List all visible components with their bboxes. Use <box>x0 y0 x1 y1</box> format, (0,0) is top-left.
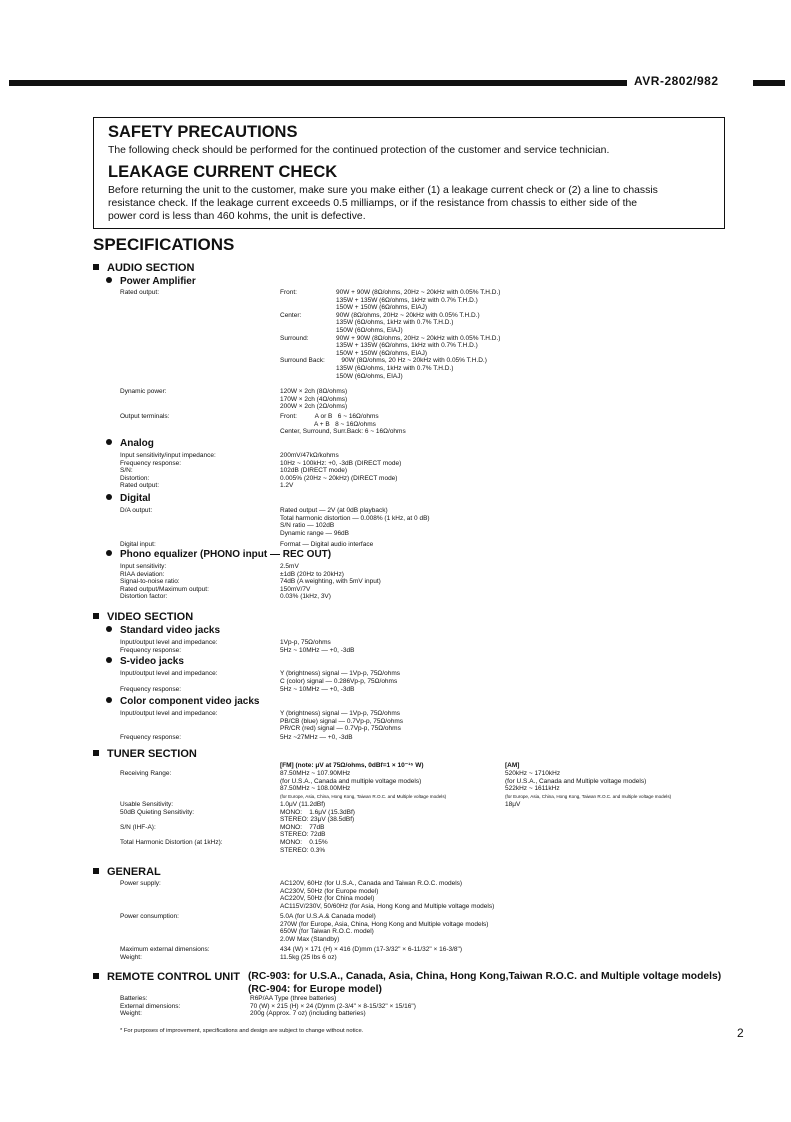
analog-title: Analog <box>120 438 154 449</box>
phono-heading <box>106 549 331 560</box>
tuner-labels: Usable Sensitivity: 50dB Quieting Sensitivity: S/N (IHF-A): Total Harmonic Distortion (at 1kHz): <box>120 801 223 846</box>
remote-section-heading <box>93 971 240 983</box>
safety-box <box>93 117 725 229</box>
round-bullet-icon <box>106 657 112 663</box>
remote-section-title: REMOTE CONTROL UNIT <box>107 971 241 983</box>
leakage-line-2: resistance check. If the leakage current exceeds 0.5 milliamps, or if the resistance from chassis to either side of the <box>108 198 638 209</box>
component-level-label: Input/output level and impedance: <box>120 710 218 717</box>
power-supply-label: Power supply: <box>120 880 161 887</box>
rated-output-values: 90W + 90W (8Ω/ohms, 20Hz ~ 20kHz with 0.05% T.H.D.) 135W + 135W (6Ω/ohms, 1kHz with 0.7% T.H.D.) 150W + 150W (6Ω/ohms, EIAJ) 90W (8Ω/ohms, 20Hz ~ 20kHz with 0.05% T.H.D.) 135W (6Ω/ohms, 1kHz with 0.7% T.H.D.) 150W (6Ω/ohms, EIAJ) 90W + 90W (8Ω/ohms, 20Hz ~ 20kHz with 0.05% T.H.D.) 135W + 135W (6Ω/ohms, 1kHz with 0.7% T.H.D.) 150W + 150W (6Ω/ohms, EIAJ) 90W (8Ω/ohms, 20 Hz ~ 20kHz with 0.05% T.H.D.) 135W (6Ω/ohms, 1kHz with 0.7% T.H.D.) 150W (6Ω/ohms, EIAJ) <box>336 289 501 380</box>
fm-receiving-range: 87.50MHz ~ 107.90MHz (for U.S.A., Canada and multiple voltage models) 87.50MHz ~ 108.00MHz <box>280 770 422 793</box>
power-supply-values: AC120V, 60Hz (for U.S.A., Canada and Taiwan R.O.C. models) AC230V, 50Hz (for Europe model) AC220V, 50Hz (for China model) AC115V/230V, 50/60Hz (for Asia, Hong Kong and Multiple voltage models) <box>280 880 495 910</box>
phono-values: 2.5mV ±1dB (20Hz to 20kHz) 74dB (A weighting, with 5mV input) 150mV/7V 0.03% (1kHz, 3V) <box>280 563 381 601</box>
round-bullet-icon <box>106 494 112 500</box>
standard-video-labels: Input/output level and impedance: Frequency response: <box>120 639 218 654</box>
leakage-line-1: Before returning the unit to the customer, make sure you make either (1) a leakage current check or (2) a line to chassis <box>108 185 658 196</box>
svideo-level-label: Input/output level and impedance: <box>120 670 218 677</box>
audio-section-heading <box>93 262 194 274</box>
safety-text: The following check should be performed for the continued protection of the customer and service technician. <box>108 145 610 156</box>
general-section-heading <box>93 866 161 878</box>
fm-receiving-note: (for Europe, Asia, China, Hong Kong, Taiwan R.O.C. and Multiple voltage models) <box>280 794 447 799</box>
dynamic-power-values: 120W × 2ch (8Ω/ohms) 170W × 2ch (4Ω/ohms) 200W × 2ch (2Ω/ohms) <box>280 388 348 411</box>
digital-input-label: Digital input: <box>120 541 156 548</box>
power-amp-title: Power Amplifier <box>120 276 196 287</box>
header-rule-tail <box>753 80 785 86</box>
leakage-title: LEAKAGE CURRENT CHECK <box>108 163 338 181</box>
power-consumption-label: Power consumption: <box>120 913 179 920</box>
square-bullet-icon <box>93 868 99 874</box>
specifications-title: SPECIFICATIONS <box>93 235 235 254</box>
round-bullet-icon <box>106 277 112 283</box>
model-number: AVR-2802/982 <box>634 74 719 88</box>
audio-section-title: AUDIO SECTION <box>107 262 195 274</box>
analog-heading <box>106 438 154 449</box>
round-bullet-icon <box>106 697 112 703</box>
standard-video-values: 1Vp-p, 75Ω/ohms 5Hz ~ 10MHz — +0, -3dB <box>280 639 355 654</box>
component-level-values: Y (brightness) signal — 1Vp-p, 75Ω/ohms PB/CB (blue) signal — 0.7Vp-p, 75Ω/ohms PR/CR (red) signal — 0.7Vp-p, 75Ω/ohms <box>280 710 403 733</box>
am-receiving-note: (for Europe, Asia, China, Hong Kong, Taiwan R.O.C. and multiple voltage models) <box>505 794 672 799</box>
round-bullet-icon <box>106 626 112 632</box>
remote-labels: Batteries: External dimensions: Weight: <box>120 995 181 1018</box>
digital-title: Digital <box>120 493 151 504</box>
general-section-title: GENERAL <box>107 866 161 878</box>
round-bullet-icon <box>106 550 112 556</box>
round-bullet-icon <box>106 439 112 445</box>
standard-video-heading <box>106 625 220 636</box>
svideo-title: S-video jacks <box>120 656 184 667</box>
component-freq-value: 5Hz ~27MHz — +0, -3dB <box>280 734 353 741</box>
am-header: [AM] <box>505 762 520 769</box>
svideo-heading <box>106 656 184 667</box>
phono-title: Phono equalizer (PHONO input — REC OUT) <box>120 549 332 560</box>
standard-video-title: Standard video jacks <box>120 625 221 636</box>
dynamic-power-label: Dynamic power: <box>120 388 167 395</box>
receiving-range-label: Receiving Range: <box>120 770 172 777</box>
footnote: * For purposes of improvement, specifications and design are subject to change without notice. <box>120 1028 364 1034</box>
power-amp-heading <box>106 276 196 287</box>
page-number: 2 <box>737 1026 744 1040</box>
component-video-title: Color component video jacks <box>120 696 260 707</box>
digital-input-value: Format — Digital audio interface <box>280 541 374 548</box>
am-receiving-range: 520kHz ~ 1710kHz (for U.S.A., Canada and Multiple voltage models) 522kHz ~ 1611kHz <box>505 770 647 793</box>
square-bullet-icon <box>93 973 99 979</box>
svideo-freq-value: 5Hz ~ 10MHz — +0, -3dB <box>280 686 355 693</box>
rated-output-channels: Front: Center: Surround: Surround Back: <box>280 289 325 365</box>
svideo-level-values: Y (brightness) signal — 1Vp-p, 75Ω/ohms C (color) signal — 0.286Vp-p, 75Ω/ohms <box>280 670 400 685</box>
square-bullet-icon <box>93 613 99 619</box>
fm-tuner-values: 1.0μV (11.2dBf) MONO: 1.6μV (15.3dBf) STEREO: 23μV (38.5dBf) MONO: 77dB STEREO: 72dB MONO: 0.15% STEREO: 0.3% <box>280 801 355 854</box>
tuner-section-heading <box>93 748 197 760</box>
da-output-label: D/A output: <box>120 507 153 514</box>
phono-labels: Input sensitivity: RIAA deviation: Signal-to-noise ratio: Rated output/Maximum output: Distortion factor: <box>120 563 209 601</box>
output-terminals-label: Output terminals: <box>120 413 170 420</box>
digital-heading <box>106 493 151 504</box>
remote-models: (RC-903: for U.S.A., Canada, Asia, China, Hong Kong,Taiwan R.O.C. and Multiple voltage models) (RC-904: for Europe model) <box>248 971 722 995</box>
fm-header: [FM] (note: μV at 75Ω/ohms, 0dBf=1 × 10⁻¹⁵ W) <box>280 762 424 769</box>
square-bullet-icon <box>93 264 99 270</box>
svideo-freq-label: Frequency response: <box>120 686 182 693</box>
dimensions-labels: Maximum external dimensions: Weight: <box>120 946 210 961</box>
analog-values: 200mV/47kΩ/kohms 10Hz ~ 100kHz: +0, -3dB (DIRECT mode) 102dB (DIRECT mode) 0.005% (20Hz ~ 20kHz) (DIRECT mode) 1.2V <box>280 452 402 490</box>
video-section-heading <box>93 611 193 623</box>
power-consumption-values: 5.0A (for U.S.A.& Canada model) 270W (for Europe, Asia, China, Hong Kong and Multiple voltage models) 650W (for Taiwan R.O.C. model) 2.0W Max (Standby) <box>280 913 489 943</box>
component-freq-label: Frequency response: <box>120 734 182 741</box>
safety-title: SAFETY PRECAUTIONS <box>108 123 298 141</box>
rated-output-label: Rated output: <box>120 289 160 296</box>
analog-labels: Input sensitivity/input impedance: Frequency response: S/N: Distortion: Rated output: <box>120 452 216 490</box>
dimensions-values: 434 (W) × 171 (H) × 416 (D)mm (17-3/32" × 6-11/32" × 16-3/8") 11.5kg (25 lbs 6 oz) <box>280 946 463 961</box>
remote-values: R6P/AA Type (three batteries) 70 (W) × 215 (H) × 24 (D)mm (2-3/4" × 8-15/32" × 15/16") 200g (Approx. 7 oz) (including batteries) <box>250 995 416 1018</box>
header-rule <box>9 80 627 86</box>
leakage-line-3: power cord is less than 460 kohms, the unit is defective. <box>108 211 366 222</box>
da-output-values: Rated output — 2V (at 0dB playback) Total harmonic distortion — 0.008% (1 kHz, at 0 dB) S/N ratio — 102dB Dynamic range — 96dB <box>280 507 430 537</box>
component-video-heading <box>106 696 259 707</box>
am-sensitivity: 18μV <box>505 801 521 808</box>
video-section-title: VIDEO SECTION <box>107 611 194 623</box>
square-bullet-icon <box>93 750 99 756</box>
tuner-section-title: TUNER SECTION <box>107 748 197 760</box>
output-terminals-values: Front: A or B 6 ~ 16Ω/ohms A + B 8 ~ 16Ω/ohms Center, Surround, Surr.Back: 6 ~ 16Ω/ohms <box>280 413 406 436</box>
